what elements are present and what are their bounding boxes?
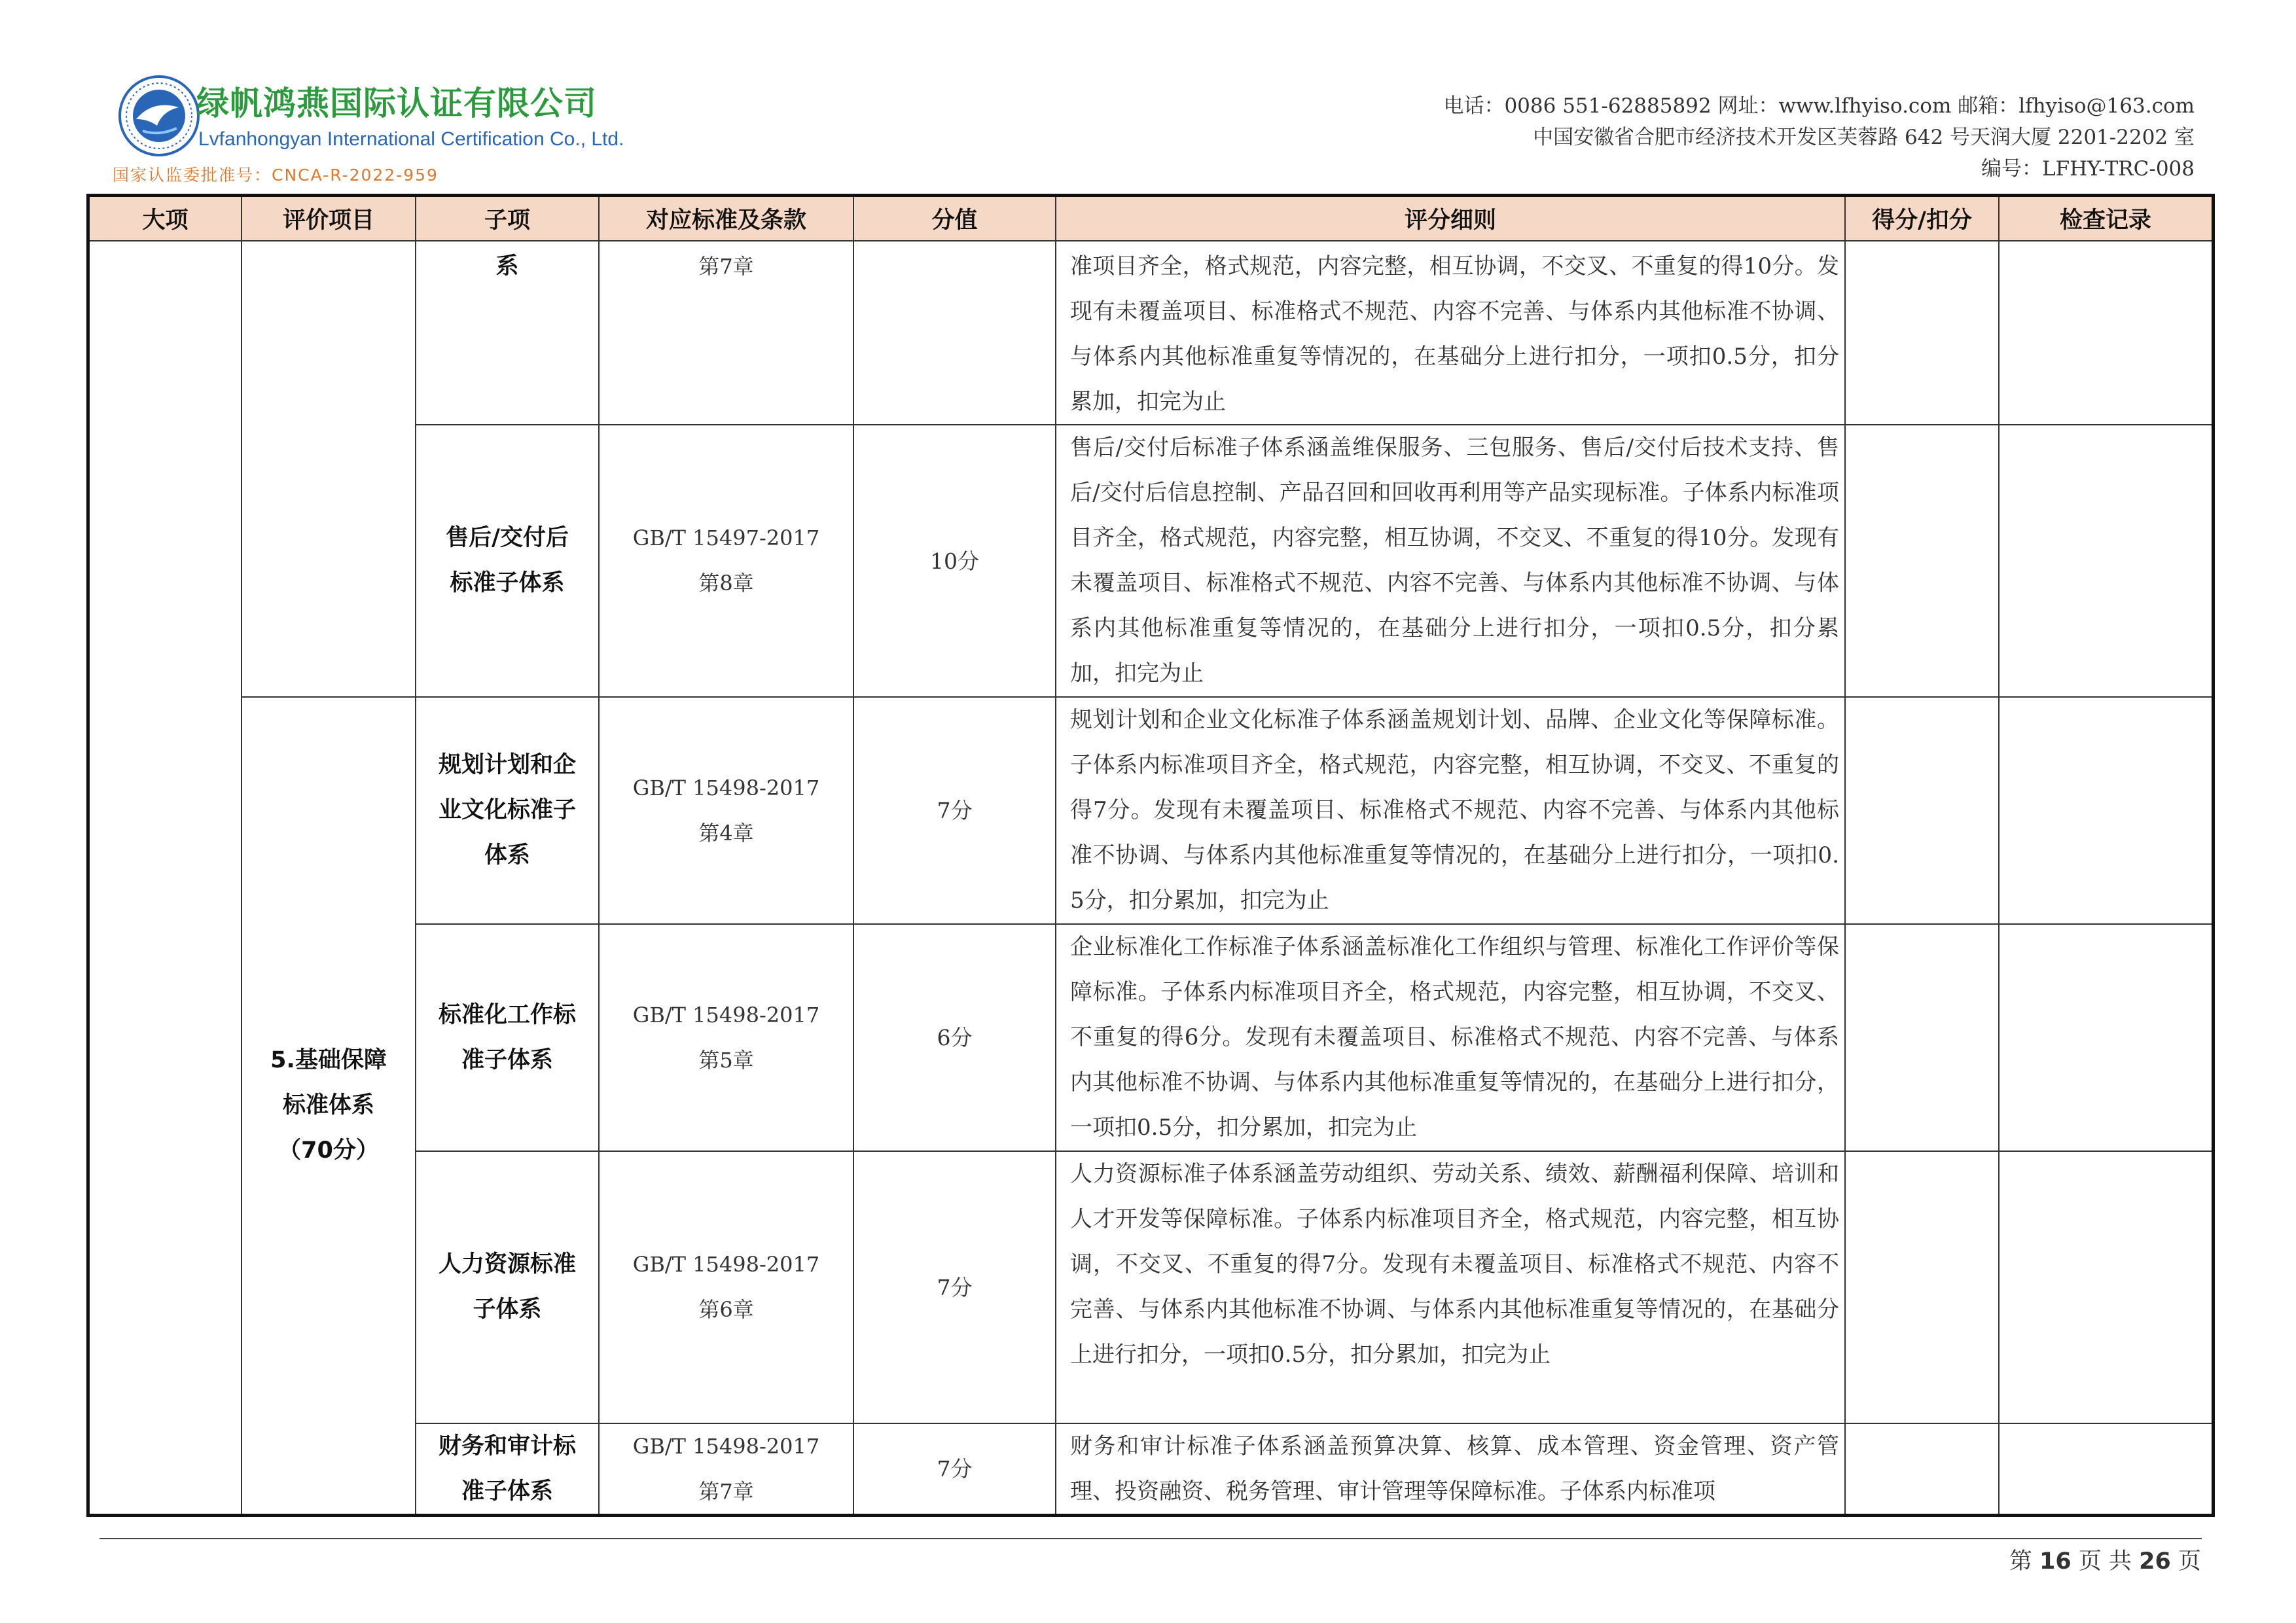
standard-clause: 第6章 — [698, 1297, 754, 1322]
sub-item-label: 体系 — [484, 842, 530, 868]
sub-item-label: 子体系 — [473, 1296, 542, 1323]
total-pages: 26 — [2139, 1548, 2171, 1575]
sub-item-label: 人力资源标准 — [438, 1251, 576, 1277]
standard-number: GB/T 15498-2017 — [632, 1252, 820, 1277]
company-name-cn: 绿帆鸿燕国际认证有限公司 — [196, 84, 597, 122]
company-name-en: Lvfanhongyan International Certification Co., Ltd. — [198, 128, 624, 150]
doc-number: 编号：LFHY-TRC-008 — [1981, 157, 2195, 181]
table-divider — [1055, 197, 1056, 1514]
sub-item-label: 标准子体系 — [450, 570, 565, 596]
scoring-detail: 规划计划和企业文化标准子体系涵盖规划计划、品牌、企业文化等保障标准。子体系内标准项目齐全，格式规范，内容完整，相互协调，不交叉、不重复的得7分。发现有未覆盖项目、标准格式不规范、内容不完善、与体系内其他标准不协调、与体系内其他标准重复等情况的，在基础分上进行扣分，一项扣0.5分，扣分累加，扣完为止 — [1070, 707, 1839, 914]
standard-number: GB/T 15498-2017 — [632, 775, 820, 800]
sub-item-label: 系 — [495, 253, 519, 279]
column-header: 子项 — [416, 197, 598, 240]
standard-number: GB/T 15498-2017 — [632, 1433, 820, 1459]
contact-block — [1443, 90, 2195, 185]
standard-clause: 第5章 — [698, 1047, 754, 1073]
standard-clause: 第7章 — [698, 254, 754, 279]
table-divider — [90, 240, 2212, 241]
column-header: 大项 — [90, 197, 241, 240]
sub-item-label: 标准化工作标 — [438, 1001, 576, 1028]
sub-item-label: 财务和审计标 — [438, 1433, 576, 1459]
column-header: 对应标准及条款 — [600, 197, 853, 240]
scoring-detail: 企业标准化工作标准子体系涵盖标准化工作组织与管理、标准化工作评价等保障标准。子体系内标准项目齐全，格式规范，内容完整，相互协调，不交叉、不重复的得6分。发现有未覆盖项目、标准格式不规范、内容不完善、与体系内其他标准不协调、与体系内其他标准重复等情况的，在基础分上进行扣分，一项扣0.5分，扣分累加，扣完为止 — [1070, 934, 1839, 1141]
score-value: 10分 — [930, 548, 979, 574]
column-header: 得分/扣分 — [1846, 197, 1998, 240]
standard-clause: 第4章 — [698, 820, 754, 846]
evaluation-item-line: 标准体系 — [282, 1092, 374, 1118]
sub-item-label: 业文化标准子 — [438, 797, 576, 823]
standard-clause: 第8章 — [698, 571, 754, 596]
sub-item-label: 准子体系 — [461, 1478, 553, 1505]
table-divider — [1844, 197, 1846, 1514]
company-logo-icon — [117, 73, 202, 158]
evaluation-item-line: 5.基础保障 — [270, 1047, 387, 1073]
sub-item-label: 规划计划和企 — [438, 752, 576, 778]
evaluation-item-cell — [242, 698, 415, 1514]
scoring-detail: 人力资源标准子体系涵盖劳动组织、劳动关系、绩效、薪酬福利保障、培训和人才开发等保障标准。子体系内标准项目齐全，格式规范，内容完整，相互协调，不交叉、不重复的得7分。发现有未覆盖项目、标准格式不规范、内容不完善、与体系内其他标准不协调、与体系内其他标准重复等情况的，在基础分上进行扣分，一项扣0.5分，扣分累加，扣完为止 — [1070, 1161, 1839, 1368]
standard-number: GB/T 15497-2017 — [632, 526, 820, 550]
column-header: 检查记录 — [2000, 197, 2212, 240]
current-page: 16 — [2039, 1548, 2072, 1575]
column-header: 评分细则 — [1056, 197, 1844, 240]
column-header: 评价项目 — [242, 197, 415, 240]
contact-line: 电话：0086 551-62885892 网址：www.lfhyiso.com 邮箱：lfhyiso@163.com — [1443, 94, 2195, 118]
standard-clause: 第7章 — [698, 1478, 754, 1504]
score-value: 7分 — [937, 798, 973, 823]
score-value: 6分 — [937, 1025, 973, 1050]
footer-divider — [99, 1538, 2202, 1539]
sub-item-label: 售后/交付后 — [446, 525, 569, 551]
score-value: 7分 — [937, 1456, 973, 1482]
score-value: 7分 — [937, 1274, 973, 1300]
page-header — [0, 0, 2296, 190]
table-divider — [1998, 197, 2000, 1514]
sub-item-label: 准子体系 — [461, 1046, 553, 1073]
evaluation-item-line: （70分） — [278, 1137, 379, 1164]
page-number: 第 16 页 共 26 页 — [2009, 1548, 2201, 1575]
address-line: 中国安徽省合肥市经济技术开发区芙蓉路 642 号天润大厦 2201-2202 室 — [1533, 126, 2195, 149]
scoring-detail: 财务和审计标准子体系涵盖预算决算、核算、成本管理、资金管理、资产管理、投资融资、税务管理、审计管理等保障标准。子体系内标准项 — [1070, 1433, 1839, 1505]
column-header: 分值 — [854, 197, 1055, 240]
scoring-detail: 售后/交付后标准子体系涵盖维保服务、三包服务、售后/交付后技术支持、售后/交付后信息控制、产品召回和回收再利用等产品实现标准。子体系内标准项目齐全，格式规范，内容完整，相互协调，不交叉、不重复的得10分。发现有未覆盖项目、标准格式不规范、内容不完善、与体系内其他标准不协调、与体系内其他标准重复等情况的，在基础分上进行扣分，一项扣0.5分，扣分累加，扣完为止 — [1070, 435, 1839, 687]
scoring-detail: 准项目齐全，格式规范，内容完整，相互协调，不交叉、不重复的得10分。发现有未覆盖项目、标准格式不规范、内容不完善、与体系内其他标准不协调、与体系内其他标准重复等情况的，在基础分上进行扣分，一项扣0.5分，扣分累加，扣完为止 — [1070, 253, 1839, 415]
standard-number: GB/T 15498-2017 — [632, 1002, 820, 1027]
approval-number: 国家认监委批准号：CNCA-R-2022-959 — [113, 166, 439, 185]
